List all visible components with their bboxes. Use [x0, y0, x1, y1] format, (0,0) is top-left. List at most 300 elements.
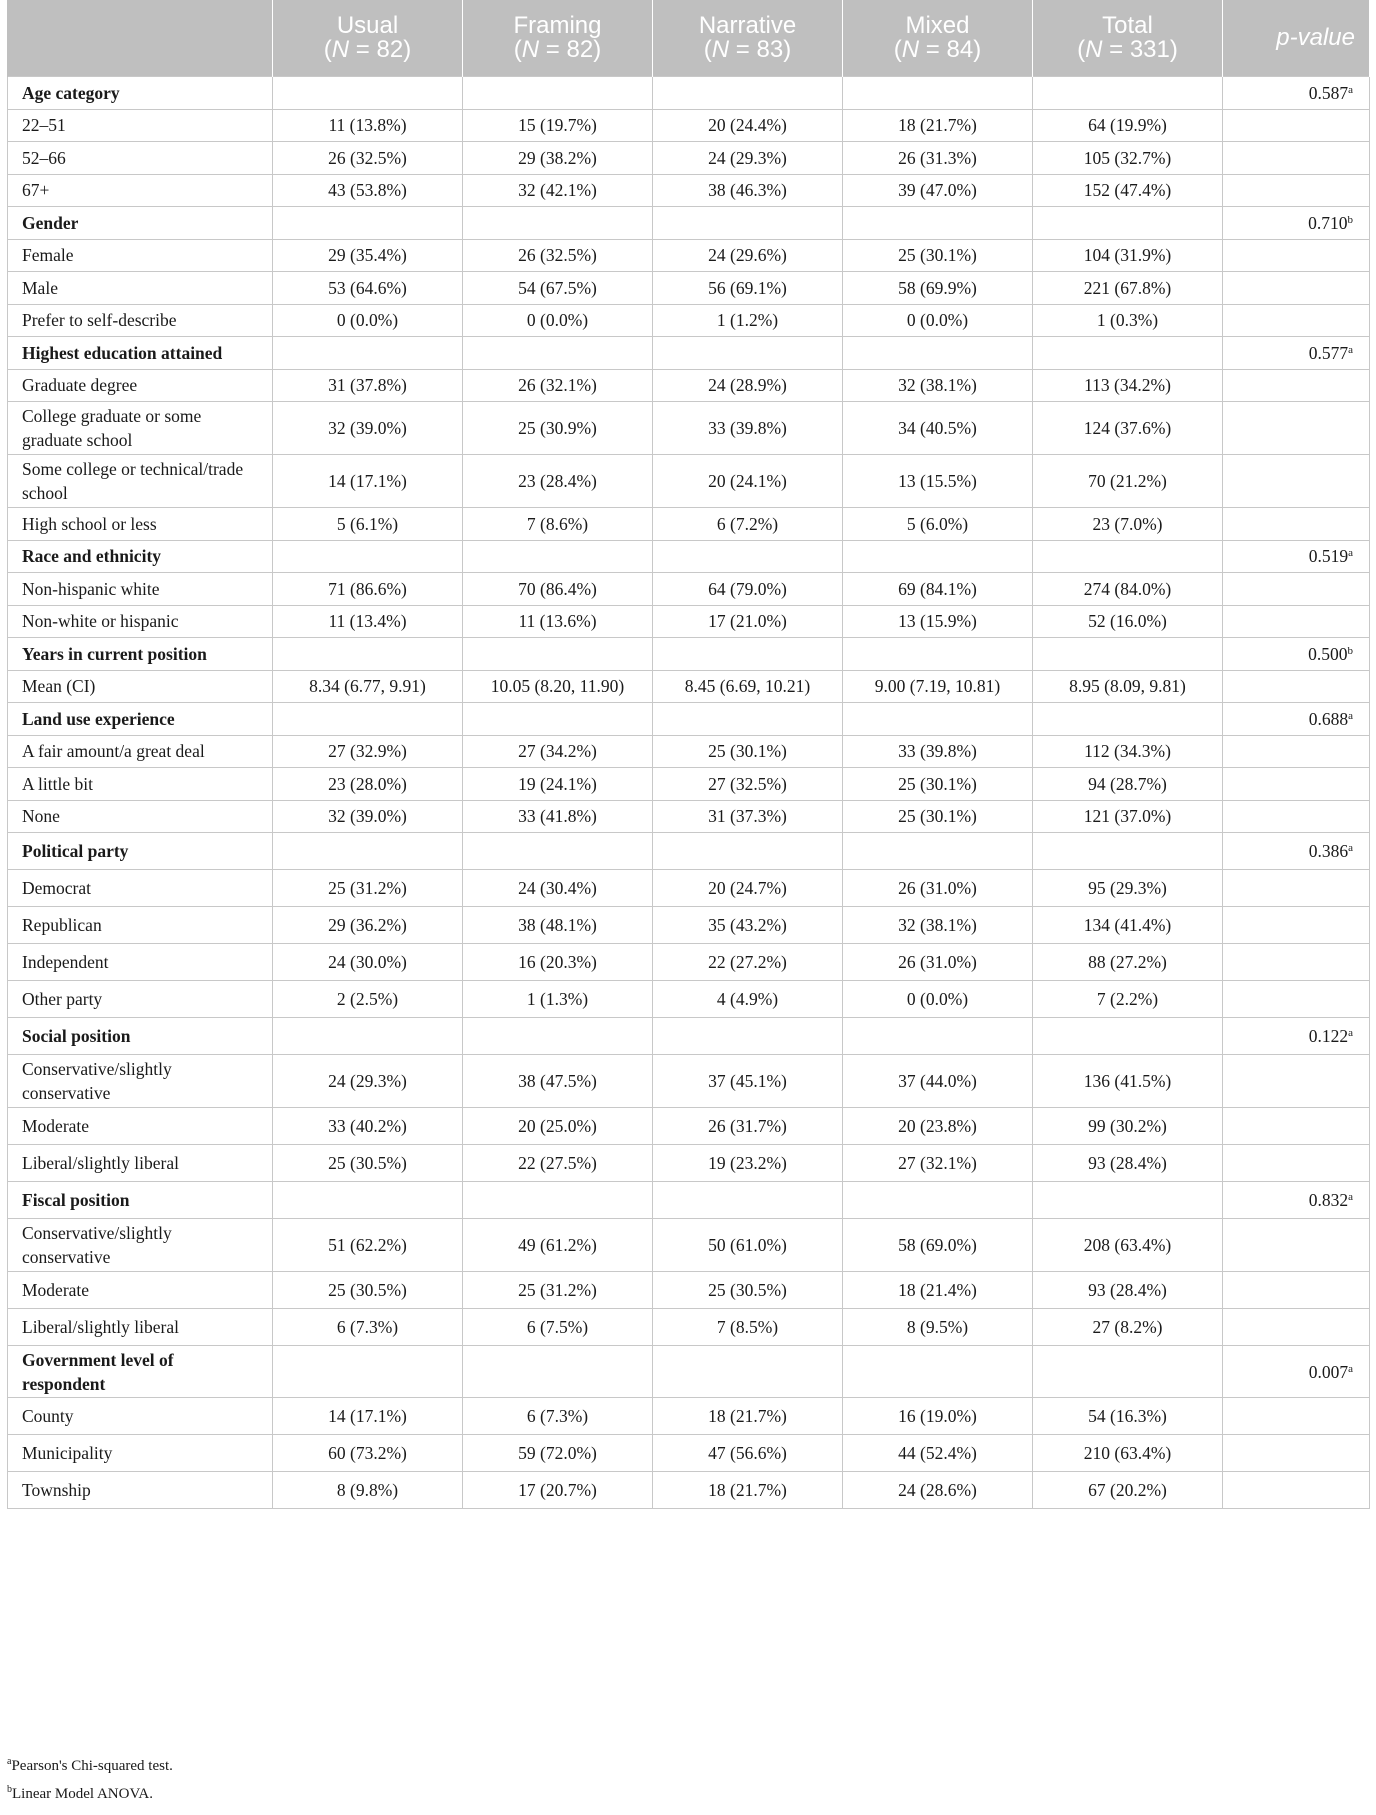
column-header-n: (N = 83) [703, 36, 792, 63]
footnote-b [7, 1786, 153, 1803]
p-value-cell [1223, 768, 1370, 801]
section-label: Race and ethnicity [8, 540, 273, 573]
table-cell: 26 (31.0%) [843, 870, 1033, 907]
row-label: Non-white or hispanic [8, 605, 273, 638]
table-cell: 6 (7.5%) [463, 1309, 653, 1346]
table-cell [463, 638, 653, 671]
table-cell: 26 (32.5%) [463, 239, 653, 272]
table-cell: 67 (20.2%) [1033, 1472, 1223, 1509]
table-cell: 49 (61.2%) [463, 1219, 653, 1272]
table-cell [463, 1018, 653, 1055]
table-cell: 7 (8.6%) [463, 508, 653, 541]
table-cell [653, 1018, 843, 1055]
table-cell: 16 (19.0%) [843, 1398, 1033, 1435]
table-cell: 26 (31.0%) [843, 944, 1033, 981]
p-value: 0.710 [1308, 212, 1348, 233]
table-cell: 35 (43.2%) [653, 907, 843, 944]
row-label: Moderate [8, 1272, 273, 1309]
table-cell: 208 (63.4%) [1033, 1219, 1223, 1272]
p-value-cell [1223, 870, 1370, 907]
table-cell: 7 (2.2%) [1033, 981, 1223, 1018]
table-cell [653, 1346, 843, 1398]
table-cell [1033, 1182, 1223, 1219]
footnote-a-text: Pearson's Chi-squared test. [11, 1758, 173, 1774]
table-row [8, 304, 1370, 337]
table-cell: 16 (20.3%) [463, 944, 653, 981]
p-value-cell [1223, 304, 1370, 337]
table-cell: 38 (48.1%) [463, 907, 653, 944]
table-header-row [8, 0, 1370, 77]
footnote-a-marker: a [7, 1756, 12, 1767]
table-cell: 38 (46.3%) [653, 174, 843, 207]
table-cell: 24 (29.3%) [653, 142, 843, 175]
table-row [8, 907, 1370, 944]
p-value-cell [1223, 944, 1370, 981]
p-value-cell [1223, 1145, 1370, 1182]
table-cell: 26 (31.7%) [653, 1108, 843, 1145]
p-value-cell [1223, 703, 1370, 736]
table-cell [653, 833, 843, 870]
table-cell: 51 (62.2%) [273, 1219, 463, 1272]
table-cell [463, 1182, 653, 1219]
table-cell: 20 (24.7%) [653, 870, 843, 907]
table-cell: 22 (27.5%) [463, 1145, 653, 1182]
p-value-footnote-marker: a [1348, 1362, 1353, 1375]
table-row [8, 1309, 1370, 1346]
p-value-cell [1223, 1398, 1370, 1435]
table-cell: 58 (69.9%) [843, 272, 1033, 305]
column-header-name: Usual [336, 12, 399, 39]
table-cell: 24 (30.4%) [463, 870, 653, 907]
row-label: A fair amount/a great deal [8, 735, 273, 768]
table-row [8, 1055, 1370, 1108]
p-value-cell [1223, 337, 1370, 370]
table-cell: 31 (37.8%) [273, 369, 463, 402]
table-row [8, 768, 1370, 801]
table-cell [273, 638, 463, 671]
table-cell: 6 (7.2%) [653, 508, 843, 541]
column-header-n: (N = 84) [893, 36, 982, 63]
table-cell: 24 (29.6%) [653, 239, 843, 272]
table-row [8, 1272, 1370, 1309]
table-cell: 25 (30.5%) [273, 1272, 463, 1309]
row-label: Republican [8, 907, 273, 944]
table-cell [1033, 638, 1223, 671]
table-cell: 25 (31.2%) [273, 870, 463, 907]
table-cell: 22 (27.2%) [653, 944, 843, 981]
row-label: Liberal/slightly liberal [8, 1145, 273, 1182]
table-cell: 44 (52.4%) [843, 1435, 1033, 1472]
table-cell [463, 337, 653, 370]
table-cell [1033, 833, 1223, 870]
table-cell: 32 (39.0%) [273, 402, 463, 455]
p-value-cell [1223, 508, 1370, 541]
table-cell: 25 (30.1%) [653, 735, 843, 768]
section-header-row [8, 833, 1370, 870]
column-header-narrative [653, 0, 843, 77]
table-cell: 47 (56.6%) [653, 1435, 843, 1472]
table-cell [1033, 703, 1223, 736]
table-body [8, 77, 1370, 1509]
table-cell: 23 (28.0%) [273, 768, 463, 801]
p-value-cell [1223, 109, 1370, 142]
table-cell [1033, 540, 1223, 573]
table-row [8, 944, 1370, 981]
table-cell: 2 (2.5%) [273, 981, 463, 1018]
table-cell: 70 (21.2%) [1033, 455, 1223, 508]
p-value-cell [1223, 907, 1370, 944]
table-cell [463, 207, 653, 240]
p-value-cell [1223, 638, 1370, 671]
p-value-footnote-marker: a [1348, 343, 1353, 356]
table-cell: 93 (28.4%) [1033, 1145, 1223, 1182]
table-cell: 11 (13.6%) [463, 605, 653, 638]
p-value: 0.832 [1308, 1190, 1349, 1210]
table-cell: 17 (20.7%) [463, 1472, 653, 1509]
p-value: 0.587 [1308, 82, 1349, 103]
table-cell: 26 (32.5%) [273, 142, 463, 175]
table-row [8, 109, 1370, 142]
table-cell: 18 (21.4%) [843, 1272, 1033, 1309]
table-cell: 56 (69.1%) [653, 272, 843, 305]
column-header-n-value: 331 [1129, 36, 1170, 63]
table-cell: 64 (19.9%) [1033, 109, 1223, 142]
table-cell: 8 (9.8%) [273, 1472, 463, 1509]
table-cell: 18 (21.7%) [653, 1398, 843, 1435]
p-value-cell [1223, 142, 1370, 175]
table-row [8, 455, 1370, 508]
table-cell [653, 540, 843, 573]
table-cell: 29 (35.4%) [273, 239, 463, 272]
section-header-row [8, 337, 1370, 370]
row-label: 52–66 [8, 142, 273, 175]
p-value-cell [1223, 1435, 1370, 1472]
table-cell: 24 (28.9%) [653, 369, 843, 402]
table-cell [1033, 77, 1223, 110]
section-header-row [8, 703, 1370, 736]
table-cell: 20 (24.4%) [653, 109, 843, 142]
p-value-cell [1223, 540, 1370, 573]
section-header-row [8, 1346, 1370, 1398]
table-cell: 0 (0.0%) [843, 981, 1033, 1018]
table-cell: 25 (30.5%) [273, 1145, 463, 1182]
table-cell [843, 540, 1033, 573]
table-cell: 25 (30.5%) [653, 1272, 843, 1309]
table-cell [843, 703, 1033, 736]
column-header-n-value: 83 [756, 36, 784, 63]
row-label: Democrat [8, 870, 273, 907]
table-cell: 69 (84.1%) [843, 573, 1033, 606]
table-cell [653, 207, 843, 240]
table-cell: 27 (8.2%) [1033, 1309, 1223, 1346]
table-cell: 0 (0.0%) [843, 304, 1033, 337]
p-value-cell [1223, 1219, 1370, 1272]
p-value-cell [1223, 1182, 1370, 1219]
table-cell: 152 (47.4%) [1033, 174, 1223, 207]
table-cell: 34 (40.5%) [843, 402, 1033, 455]
table-cell: 43 (53.8%) [273, 174, 463, 207]
table-cell [653, 638, 843, 671]
table-cell: 6 (7.3%) [273, 1309, 463, 1346]
column-header-n: (N = 82) [513, 36, 602, 63]
p-value-cell [1223, 77, 1370, 110]
table-row [8, 1108, 1370, 1145]
row-label: Conservative/slightly conservative [8, 1219, 273, 1272]
table-cell: 221 (67.8%) [1033, 272, 1223, 305]
table-row [8, 1472, 1370, 1509]
table-cell: 25 (31.2%) [463, 1272, 653, 1309]
section-header-row [8, 77, 1370, 110]
table-cell: 20 (24.1%) [653, 455, 843, 508]
p-value-cell [1223, 402, 1370, 455]
table-cell: 93 (28.4%) [1033, 1272, 1223, 1309]
column-header-name: Total [1102, 12, 1153, 39]
p-value-cell [1223, 455, 1370, 508]
row-label: Mean (CI) [8, 670, 273, 703]
table-cell: 38 (47.5%) [463, 1055, 653, 1108]
table-cell: 17 (21.0%) [653, 605, 843, 638]
table-cell: 7 (8.5%) [653, 1309, 843, 1346]
p-value-cell [1223, 239, 1370, 272]
footnote-b-text: Linear Model ANOVA. [12, 1786, 153, 1802]
table-cell: 1 (0.3%) [1033, 304, 1223, 337]
table-cell: 60 (73.2%) [273, 1435, 463, 1472]
table-cell: 14 (17.1%) [273, 455, 463, 508]
table-cell: 99 (30.2%) [1033, 1108, 1223, 1145]
footnote-b-marker: b [7, 1784, 12, 1795]
section-header-row [8, 207, 1370, 240]
table-cell [463, 77, 653, 110]
section-label: Gender [8, 207, 273, 240]
table-cell: 18 (21.7%) [653, 1472, 843, 1509]
table-cell: 19 (24.1%) [463, 768, 653, 801]
table-cell: 20 (25.0%) [463, 1108, 653, 1145]
p-value-cell [1223, 735, 1370, 768]
table-row [8, 870, 1370, 907]
table-cell: 6 (7.3%) [463, 1398, 653, 1435]
table-cell: 8.95 (8.09, 9.81) [1033, 670, 1223, 703]
column-header-framing [463, 0, 653, 77]
p-value-cell [1223, 1108, 1370, 1145]
table-cell: 24 (29.3%) [273, 1055, 463, 1108]
table-cell [1033, 1346, 1223, 1398]
table-row [8, 605, 1370, 638]
table-cell: 32 (38.1%) [843, 369, 1033, 402]
table-cell: 274 (84.0%) [1033, 573, 1223, 606]
table-cell: 59 (72.0%) [463, 1435, 653, 1472]
section-header-row [8, 1182, 1370, 1219]
table-row [8, 272, 1370, 305]
table-cell: 64 (79.0%) [653, 573, 843, 606]
table-cell: 71 (86.6%) [273, 573, 463, 606]
row-label: Township [8, 1472, 273, 1509]
row-label: 67+ [8, 174, 273, 207]
table-cell [273, 833, 463, 870]
table-cell: 210 (63.4%) [1033, 1435, 1223, 1472]
table-cell: 58 (69.0%) [843, 1219, 1033, 1272]
p-value: 0.519 [1308, 546, 1349, 567]
table-row [8, 239, 1370, 272]
table-cell: 27 (32.5%) [653, 768, 843, 801]
table-cell: 0 (0.0%) [463, 304, 653, 337]
column-header-name: Mixed [905, 12, 970, 39]
p-value-footnote-marker: a [1348, 83, 1353, 96]
row-label: None [8, 800, 273, 833]
p-value-footnote-marker: a [1348, 842, 1353, 854]
table-cell: 121 (37.0%) [1033, 800, 1223, 833]
p-value-footnote-marker: a [1348, 1027, 1353, 1039]
p-value: 0.386 [1308, 841, 1349, 861]
column-header-n: (N = 82) [323, 36, 412, 63]
footnote-a [7, 1758, 173, 1775]
table-cell: 37 (45.1%) [653, 1055, 843, 1108]
table-row [8, 508, 1370, 541]
table-cell: 14 (17.1%) [273, 1398, 463, 1435]
table-cell: 5 (6.1%) [273, 508, 463, 541]
table-cell [843, 1182, 1033, 1219]
table-cell: 19 (23.2%) [653, 1145, 843, 1182]
p-value-cell [1223, 1055, 1370, 1108]
table-row [8, 1398, 1370, 1435]
p-value-cell [1223, 981, 1370, 1018]
p-value-footnote-marker: a [1348, 709, 1353, 722]
demographics-table [7, 0, 1370, 1509]
table-cell: 33 (39.8%) [843, 735, 1033, 768]
table-row [8, 981, 1370, 1018]
p-value-footnote-marker: b [1347, 644, 1353, 657]
table-cell: 112 (34.3%) [1033, 735, 1223, 768]
table-cell: 10.05 (8.20, 11.90) [463, 670, 653, 703]
table-cell: 11 (13.8%) [273, 109, 463, 142]
table-cell [843, 833, 1033, 870]
table-cell: 134 (41.4%) [1033, 907, 1223, 944]
table-cell: 54 (16.3%) [1033, 1398, 1223, 1435]
column-header-mixed [843, 0, 1033, 77]
table-cell [273, 1346, 463, 1398]
table-cell: 94 (28.7%) [1033, 768, 1223, 801]
table-cell: 0 (0.0%) [273, 304, 463, 337]
table-cell [843, 77, 1033, 110]
table-cell: 33 (40.2%) [273, 1108, 463, 1145]
row-label: County [8, 1398, 273, 1435]
table-cell: 24 (30.0%) [273, 944, 463, 981]
column-header-label [8, 0, 273, 77]
section-header-row [8, 1018, 1370, 1055]
row-label: Municipality [8, 1435, 273, 1472]
table-row [8, 142, 1370, 175]
row-label: Moderate [8, 1108, 273, 1145]
table-cell: 32 (39.0%) [273, 800, 463, 833]
section-label: Years in current position [8, 638, 273, 671]
table-cell: 5 (6.0%) [843, 508, 1033, 541]
table-cell: 29 (36.2%) [273, 907, 463, 944]
column-header-n: (N = 331) [1077, 36, 1178, 63]
table-cell: 11 (13.4%) [273, 605, 463, 638]
table-cell: 1 (1.2%) [653, 304, 843, 337]
p-value: 0.007 [1308, 1361, 1349, 1382]
table-cell: 136 (41.5%) [1033, 1055, 1223, 1108]
table-cell [843, 207, 1033, 240]
p-value-footnote-marker: a [1348, 547, 1353, 560]
p-value: 0.577 [1308, 342, 1349, 363]
table-row [8, 369, 1370, 402]
table-cell [1033, 207, 1223, 240]
table-cell: 54 (67.5%) [463, 272, 653, 305]
table-cell: 27 (32.1%) [843, 1145, 1033, 1182]
row-label: Liberal/slightly liberal [8, 1309, 273, 1346]
row-label: Other party [8, 981, 273, 1018]
row-label: Female [8, 239, 273, 272]
section-label: Fiscal position [8, 1182, 273, 1219]
table-cell: 25 (30.1%) [843, 239, 1033, 272]
row-label: High school or less [8, 508, 273, 541]
table-cell: 15 (19.7%) [463, 109, 653, 142]
p-value-cell [1223, 1309, 1370, 1346]
table-cell: 95 (29.3%) [1033, 870, 1223, 907]
table-cell: 25 (30.1%) [843, 768, 1033, 801]
table-cell [843, 638, 1033, 671]
table-cell: 25 (30.9%) [463, 402, 653, 455]
p-value-footnote-marker: a [1348, 1191, 1353, 1203]
column-header-usual [273, 0, 463, 77]
table-cell [273, 337, 463, 370]
column-header-p-value [1223, 0, 1370, 77]
column-header-name: Narrative [698, 12, 797, 39]
p-value-cell [1223, 800, 1370, 833]
table-cell [843, 1346, 1033, 1398]
table-cell: 37 (44.0%) [843, 1055, 1033, 1108]
column-header-n-value: 82 [376, 36, 404, 63]
table-cell: 32 (38.1%) [843, 907, 1033, 944]
p-value-cell [1223, 670, 1370, 703]
table-cell: 32 (42.1%) [463, 174, 653, 207]
table-cell [653, 77, 843, 110]
p-value-cell [1223, 833, 1370, 870]
section-header-row [8, 638, 1370, 671]
table-cell [1033, 337, 1223, 370]
table-cell: 25 (30.1%) [843, 800, 1033, 833]
p-value-cell [1223, 207, 1370, 240]
row-label: 22–51 [8, 109, 273, 142]
table-cell [463, 703, 653, 736]
table-cell: 124 (37.6%) [1033, 402, 1223, 455]
table-cell [273, 540, 463, 573]
table-cell: 1 (1.3%) [463, 981, 653, 1018]
p-value-cell [1223, 1018, 1370, 1055]
table-cell: 26 (32.1%) [463, 369, 653, 402]
row-label: Non-hispanic white [8, 573, 273, 606]
table-cell: 39 (47.0%) [843, 174, 1033, 207]
table-cell [273, 1182, 463, 1219]
row-label: A little bit [8, 768, 273, 801]
p-value-cell [1223, 1272, 1370, 1309]
section-label: Highest education attained [8, 337, 273, 370]
p-value-cell [1223, 272, 1370, 305]
table-cell: 13 (15.5%) [843, 455, 1033, 508]
table-cell: 53 (64.6%) [273, 272, 463, 305]
table-container [7, 0, 1369, 1509]
table-cell: 104 (31.9%) [1033, 239, 1223, 272]
table-cell: 50 (61.0%) [653, 1219, 843, 1272]
row-label: Independent [8, 944, 273, 981]
p-value: 0.500 [1308, 643, 1348, 664]
table-row [8, 1219, 1370, 1272]
row-label: Prefer to self-describe [8, 304, 273, 337]
section-label: Age category [8, 77, 273, 110]
table-cell: 113 (34.2%) [1033, 369, 1223, 402]
table-cell [463, 540, 653, 573]
table-cell [273, 207, 463, 240]
